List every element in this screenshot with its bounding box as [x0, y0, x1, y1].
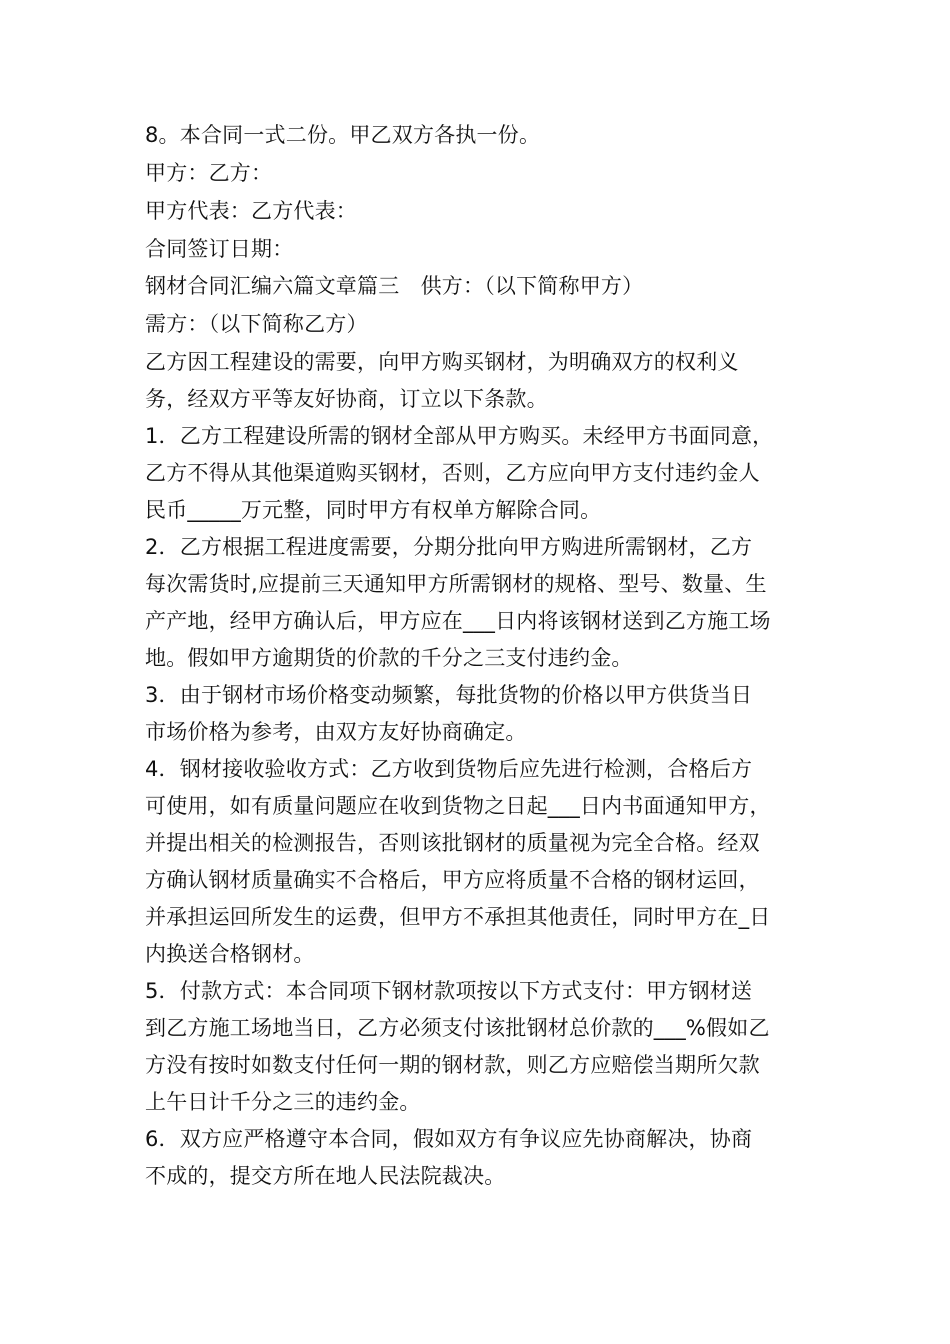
- text-line: 2．乙方根据工程进度需要，分期分批向甲方购进所需钢材，乙方: [145, 535, 753, 559]
- text-line: 6．双方应严格遵守本合同，假如双方有争议应先协商解决，协商: [145, 1127, 753, 1151]
- text-line: 产产地，经甲方确认后，甲方应在___日内将该钢材送到乙方施工场: [145, 609, 771, 633]
- text-line: 5．付款方式：本合同项下钢材款项按以下方式支付：甲方钢材送: [145, 979, 753, 1003]
- text-line: 甲方：乙方：: [145, 161, 273, 185]
- text-line: 甲方代表：乙方代表：: [145, 199, 357, 223]
- text-line: 钢材合同汇编六篇文章篇三 供方：（以下简称甲方）: [145, 274, 644, 298]
- text-line: 乙方因工程建设的需要，向甲方购买钢材，为明确双方的权利义: [145, 350, 739, 374]
- text-line: 并提出相关的检测报告，否则该批钢材的质量视为完全合格。经双: [145, 831, 760, 855]
- text-line: 务，经双方平等友好协商，订立以下条款。: [145, 387, 548, 411]
- text-line: 合同签订日期：: [145, 237, 294, 261]
- text-line: 每次需货时,应提前三天通知甲方所需钢材的规格、型号、数量、生: [145, 572, 767, 596]
- text-line: 3．由于钢材市场价格变动频繁，每批货物的价格以甲方供货当日: [145, 683, 753, 707]
- text-line: 1．乙方工程建设所需的钢材全部从甲方购买。未经甲方书面同意，: [145, 424, 774, 448]
- text-line: 民币_____万元整，同时甲方有权单方解除合同。: [145, 498, 602, 522]
- text-line: 到乙方施工场地当日，乙方必须支付该批钢材总价款的___%假如乙: [145, 1016, 770, 1040]
- text-line: 4．钢材接收验收方式：乙方收到货物后应先进行检测，合格后方: [145, 757, 753, 781]
- text-line: 不成的，提交方所在地人民法院裁决。: [145, 1164, 506, 1188]
- text-line: 市场价格为参考，由双方友好协商确定。: [145, 720, 527, 744]
- text-line: 地。假如甲方逾期货的价款的千分之三支付违约金。: [145, 646, 633, 670]
- text-line: 可使用，如有质量问题应在收到货物之日起___日内书面通知甲方，: [145, 794, 771, 818]
- text-line: 方确认钢材质量确实不合格后，甲方应将质量不合格的钢材运回，: [145, 868, 760, 892]
- text-line: 内换送合格钢材。: [145, 942, 315, 966]
- text-line: 8。本合同一式二份。甲乙双方各执一份。: [145, 123, 541, 147]
- text-line: 方没有按时如数支付任何一期的钢材款，则乙方应赔偿当期所欠款: [145, 1053, 760, 1077]
- text-line: 上午日计千分之三的违约金。: [145, 1090, 421, 1114]
- text-line: 并承担运回所发生的运费，但甲方不承担其他责任，同时甲方在_日: [145, 905, 771, 929]
- text-line: 乙方不得从其他渠道购买钢材，否则，乙方应向甲方支付违约金人: [145, 461, 760, 485]
- text-line: 需方：（以下简称乙方）: [145, 312, 368, 336]
